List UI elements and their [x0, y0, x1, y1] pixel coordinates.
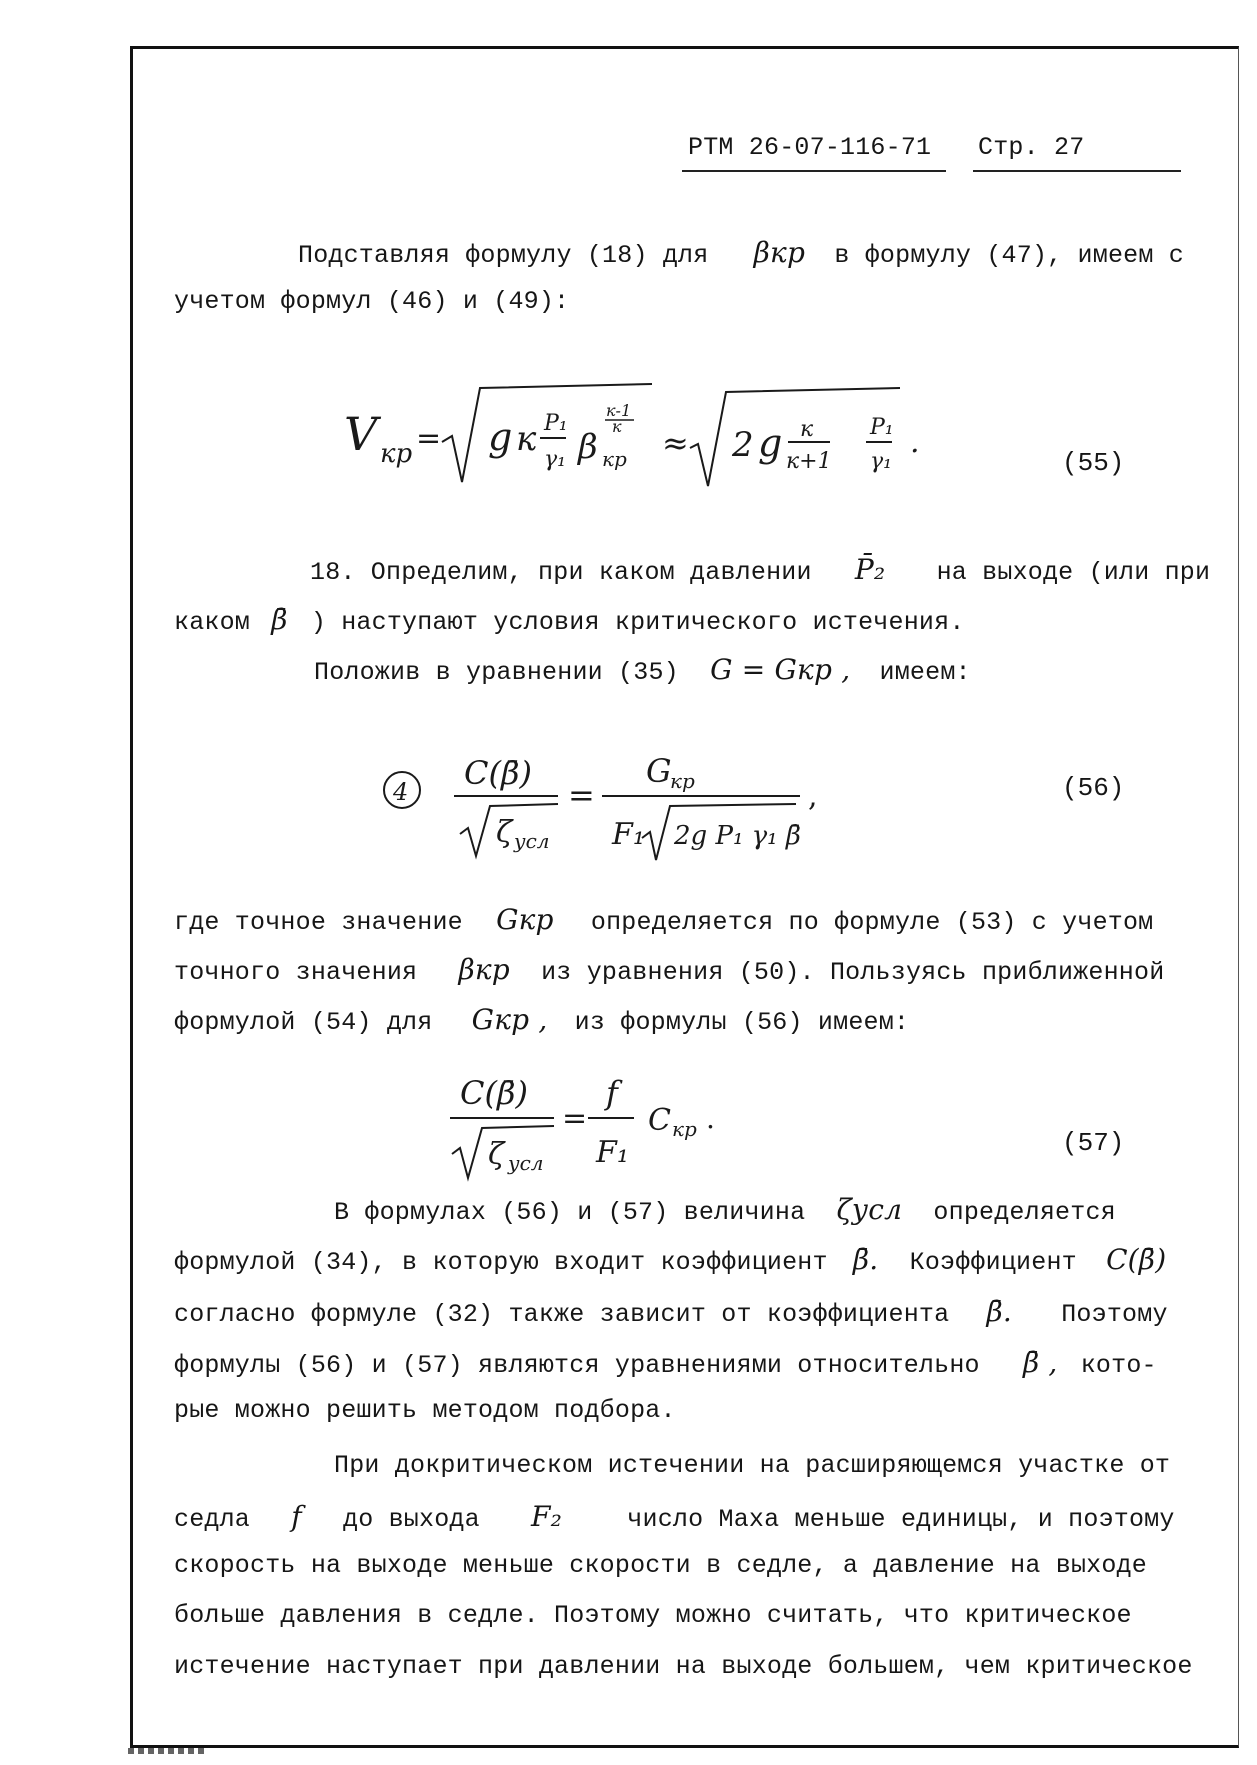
svg-text:g: g	[758, 421, 783, 465]
equation-56-mark: 4	[393, 778, 409, 806]
svg-text:C(β̄): C(β̄)	[460, 1074, 528, 1112]
equation-57-number: (57)	[1062, 1128, 1125, 1158]
paragraph-4-line-2: точного значения βкр из уравнения (50). Пользуясь приближенной	[174, 953, 1165, 987]
svg-text:=: =	[568, 776, 595, 814]
svg-text:к: к	[612, 417, 622, 436]
scan-artifact	[128, 1748, 208, 1754]
paragraph-6-line-5: истечение наступает при давлении на выходе большем, чем критическое	[174, 1652, 1193, 1681]
svg-text:P₁: P₁	[544, 411, 568, 436]
svg-text:g: g	[488, 415, 513, 459]
svg-text:γ₁: γ₁	[870, 449, 892, 474]
svg-text:2g P₁ γ₁ β̄: 2g P₁ γ₁ β̄	[674, 821, 801, 851]
svg-text:кр: кр	[380, 439, 413, 469]
equation-55	[330, 370, 930, 505]
svg-text:β: β	[578, 427, 598, 467]
svg-text:ζ: ζ	[496, 815, 513, 850]
paragraph-5-line-4: формулы (56) и (57) являются уравнениями относительно β̄ , кото-	[174, 1346, 1157, 1380]
svg-text:=: =	[416, 421, 442, 456]
svg-text:к+1: к+1	[786, 449, 832, 474]
svg-text:к: к	[800, 417, 814, 442]
paragraph-6-line-3: скорость на выходе меньше скорости в седле, а давление на выходе	[174, 1551, 1147, 1580]
paragraph-3-line-1: Положив в уравнении (35) G = Gкр , имеем:	[314, 653, 971, 687]
svg-text:2: 2	[732, 425, 754, 465]
paragraph-5-line-1: В формулах (56) и (57) величина ζусл определяется	[334, 1193, 1116, 1227]
paragraph-1-line-1: Подставляя формулу (18) для βкр в формулу (47), имеем с	[298, 236, 1184, 270]
svg-text:≈: ≈	[662, 424, 689, 462]
svg-text:f: f	[606, 1074, 618, 1112]
equation-56	[380, 740, 840, 875]
svg-text:усл: усл	[508, 1151, 544, 1175]
svg-text:к-1: к-1	[606, 401, 632, 420]
svg-text:усл: усл	[514, 829, 550, 853]
svg-text:C: C	[648, 1103, 671, 1138]
svg-text:ζ: ζ	[488, 1137, 505, 1172]
equation-55-number: (55)	[1062, 448, 1125, 478]
svg-text:к: к	[516, 419, 537, 459]
paragraph-6-line-4: больше давления в седле. Поэтому можно считать, что критическое	[174, 1601, 1132, 1630]
svg-text:,: ,	[808, 779, 818, 814]
paragraph-5-line-5: рые можно решить методом подбора.	[174, 1396, 676, 1425]
paragraph-4-line-1: где точное значение Gкр определяется по формуле (53) с учетом	[174, 903, 1154, 937]
svg-text:P₁: P₁	[870, 415, 894, 440]
svg-text:кр: кр	[602, 447, 627, 471]
svg-text:=: =	[562, 1101, 588, 1136]
svg-text:.: .	[706, 1102, 715, 1135]
header-underline-page	[973, 170, 1181, 172]
paragraph-1-line-2: учетом формул (46) и (49):	[174, 287, 570, 316]
document-code: РТМ 26-07-116-71	[688, 133, 932, 162]
svg-text:V: V	[344, 407, 378, 461]
paragraph-2-line-1: 18. Определим, при каком давлении P̄₂ на выходе (или при	[310, 553, 1211, 587]
paragraph-5-line-2: формулой (34), в которую входит коэффициент β̄. Коэффициент C(β̄)	[174, 1243, 1167, 1277]
paragraph-6-line-1: При докритическом истечении на расширяющемся участке от	[334, 1451, 1171, 1480]
header-underline-code	[682, 170, 946, 172]
paragraph-4-line-3: формулой (54) для Gкр , из формулы (56) имеем:	[174, 1003, 910, 1037]
svg-text:.: .	[910, 425, 920, 460]
equation-57	[436, 1066, 756, 1191]
page-number: Стр. 27	[978, 133, 1085, 162]
svg-text:F₁: F₁	[596, 1135, 629, 1170]
paragraph-6-line-2: седла f до выхода F₂ число Маха меньше единицы, и поэтому	[174, 1500, 1175, 1534]
svg-text:кр: кр	[670, 769, 695, 793]
svg-text:G: G	[646, 752, 672, 790]
equation-56-number: (56)	[1062, 773, 1125, 803]
svg-text:кр: кр	[672, 1117, 697, 1141]
svg-text:F₁: F₁	[612, 817, 645, 852]
paragraph-5-line-3: согласно формуле (32) также зависит от коэффициента β̄. Поэтому	[174, 1295, 1168, 1329]
svg-text:γ₁: γ₁	[544, 447, 566, 472]
paragraph-2-line-2: каком β̄ ) наступают условия критического истечения.	[174, 603, 965, 637]
svg-text:C(β̄): C(β̄)	[464, 754, 532, 792]
